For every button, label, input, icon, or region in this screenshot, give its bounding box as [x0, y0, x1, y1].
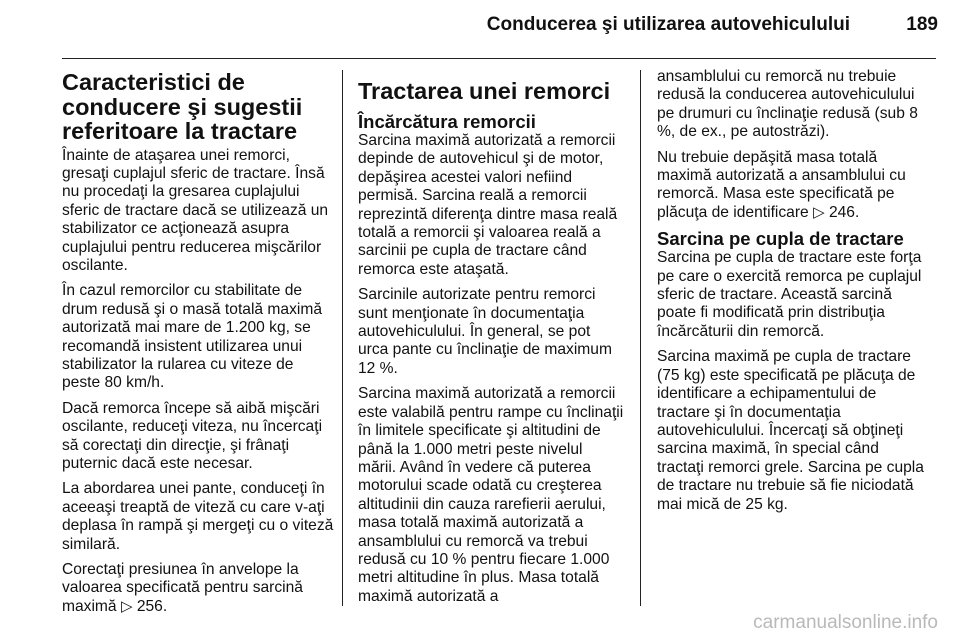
paragraph-text: Nu trebuie depăşită masa totală maximă autorizată a ansamblului cu remorcă. Masa este specificată pe plăcuţa de identificare	[657, 148, 906, 221]
header-divider	[62, 58, 936, 59]
paragraph: Înainte de ataşarea unei remorci, gresaţi cuplajul sferic de tractare. Însă nu procedaţi la gresarea cuplajului sferic de tractare dacă se utilizează un stabilizator ce acţionează asupra cuplajului pentru reducerea mişcărilor oscilante.	[62, 146, 329, 274]
page-number: 189	[906, 14, 938, 35]
column-divider	[640, 70, 641, 606]
paragraph-with-reference	[657, 149, 929, 223]
header-title: Conducerea şi utilizarea autovehiculului	[486, 14, 850, 35]
subheading-trailer-load: Încărcătura remorcii	[358, 111, 536, 132]
paragraph: Sarcina maximă pe cupla de tractare (75 kg) este specificată pe plăcuţa de identificare a echipamentului de tractare şi în documentaţia autovehiculului. Încercaţi să obţineţi sarcina maximă, în special când tractaţi remorci grele. Sarcina pe cupla de tractare nu trebuie să fie niciodată mai mică de 25 kg.	[657, 348, 924, 513]
paragraph: Sarcina maximă autorizată a remorcii depinde de autovehicul şi de motor, depăşirea acestei valori nefiind permisă. Sarcina reală a remorcii reprezintă diferenţa dintre masa reală totală a remorcii şi valoarea reală a sarcinii pe cupla de tractare când remorca este ataşată.	[358, 132, 618, 278]
paragraph: Sarcina pe cupla de tractare este forţa pe care o exercită remorca pe cuplajul sferic de tractare. Această sarcină poate fi modificată prin distribuţia încărcăturii din remorcă.	[657, 249, 922, 340]
page-reference-icon[interactable]: ▷	[813, 203, 825, 221]
column-3	[657, 68, 929, 521]
subheading-tow-hitch-load: Sarcina pe cupla de tractare	[657, 228, 904, 250]
paragraph: La abordarea unei pante, conduceţi în aceeaşi treaptă de viteză cu care v-aţi deplasa în rampă şi mergeţi cu o viteză similară.	[62, 480, 334, 553]
section-heading-towing: Tractarea unei remorci	[358, 78, 611, 104]
column-divider	[342, 70, 343, 606]
page-reference-icon[interactable]: ▷	[120, 597, 133, 615]
paragraph-text: Corectaţi presiunea în anvelope la valoarea specificată pentru sarcină maximă	[62, 561, 303, 615]
section-heading-driving-tips: Caracteristici de conducere şi sugestii referitoare la tractare	[62, 69, 303, 144]
paragraph: Dacă remorca începe să aibă mişcări oscilante, reduceţi viteza, nu încercaţi să corectaţi din direcţie, şi frânaţi puternic dacă este necesar.	[62, 399, 323, 472]
paragraph: Sarcinile autorizate pentru remorci sunt menţionate în documentaţia autovehiculului. În general, se pot urca pante cu înclinaţie de maximum 12 %.	[358, 286, 612, 377]
watermark: carmanualsonline.info	[753, 612, 938, 633]
column-1	[62, 70, 334, 623]
column-2	[358, 68, 624, 613]
page-reference[interactable]: 256.	[136, 597, 168, 615]
paragraph: Sarcina maximă autorizată a remorcii este valabilă pentru rampe cu înclinaţii în limitele specificate şi altitudini de până la 1.000 metri peste nivelul mării. Având în vedere că puterea motorului scade odată cu creşterea altitudinii din cauza rarefierii aerului, masa totală maximă autorizată a ansamblului cu remorcă va trebui redusă cu 10 % pentru fiecare 1.000 metri altitudine în plus. Masa totală maximă autorizată a	[358, 385, 624, 605]
paragraph: ansamblului cu remorcă nu trebuie redusă la conducerea autovehiculului pe drumuri cu înclinaţie redusă (sub 8 %, de ex., pe autostrăzi).	[657, 68, 918, 141]
page-reference[interactable]: 246.	[828, 203, 860, 221]
paragraph: În cazul remorcilor cu stabilitate de drum redusă şi o masă totală maximă autorizată mai mare de 1.200 kg, se recomandă insistent utilizarea unui stabilizator la rularea cu viteze de peste 80 km/h.	[62, 282, 322, 392]
paragraph-with-reference	[62, 561, 334, 616]
